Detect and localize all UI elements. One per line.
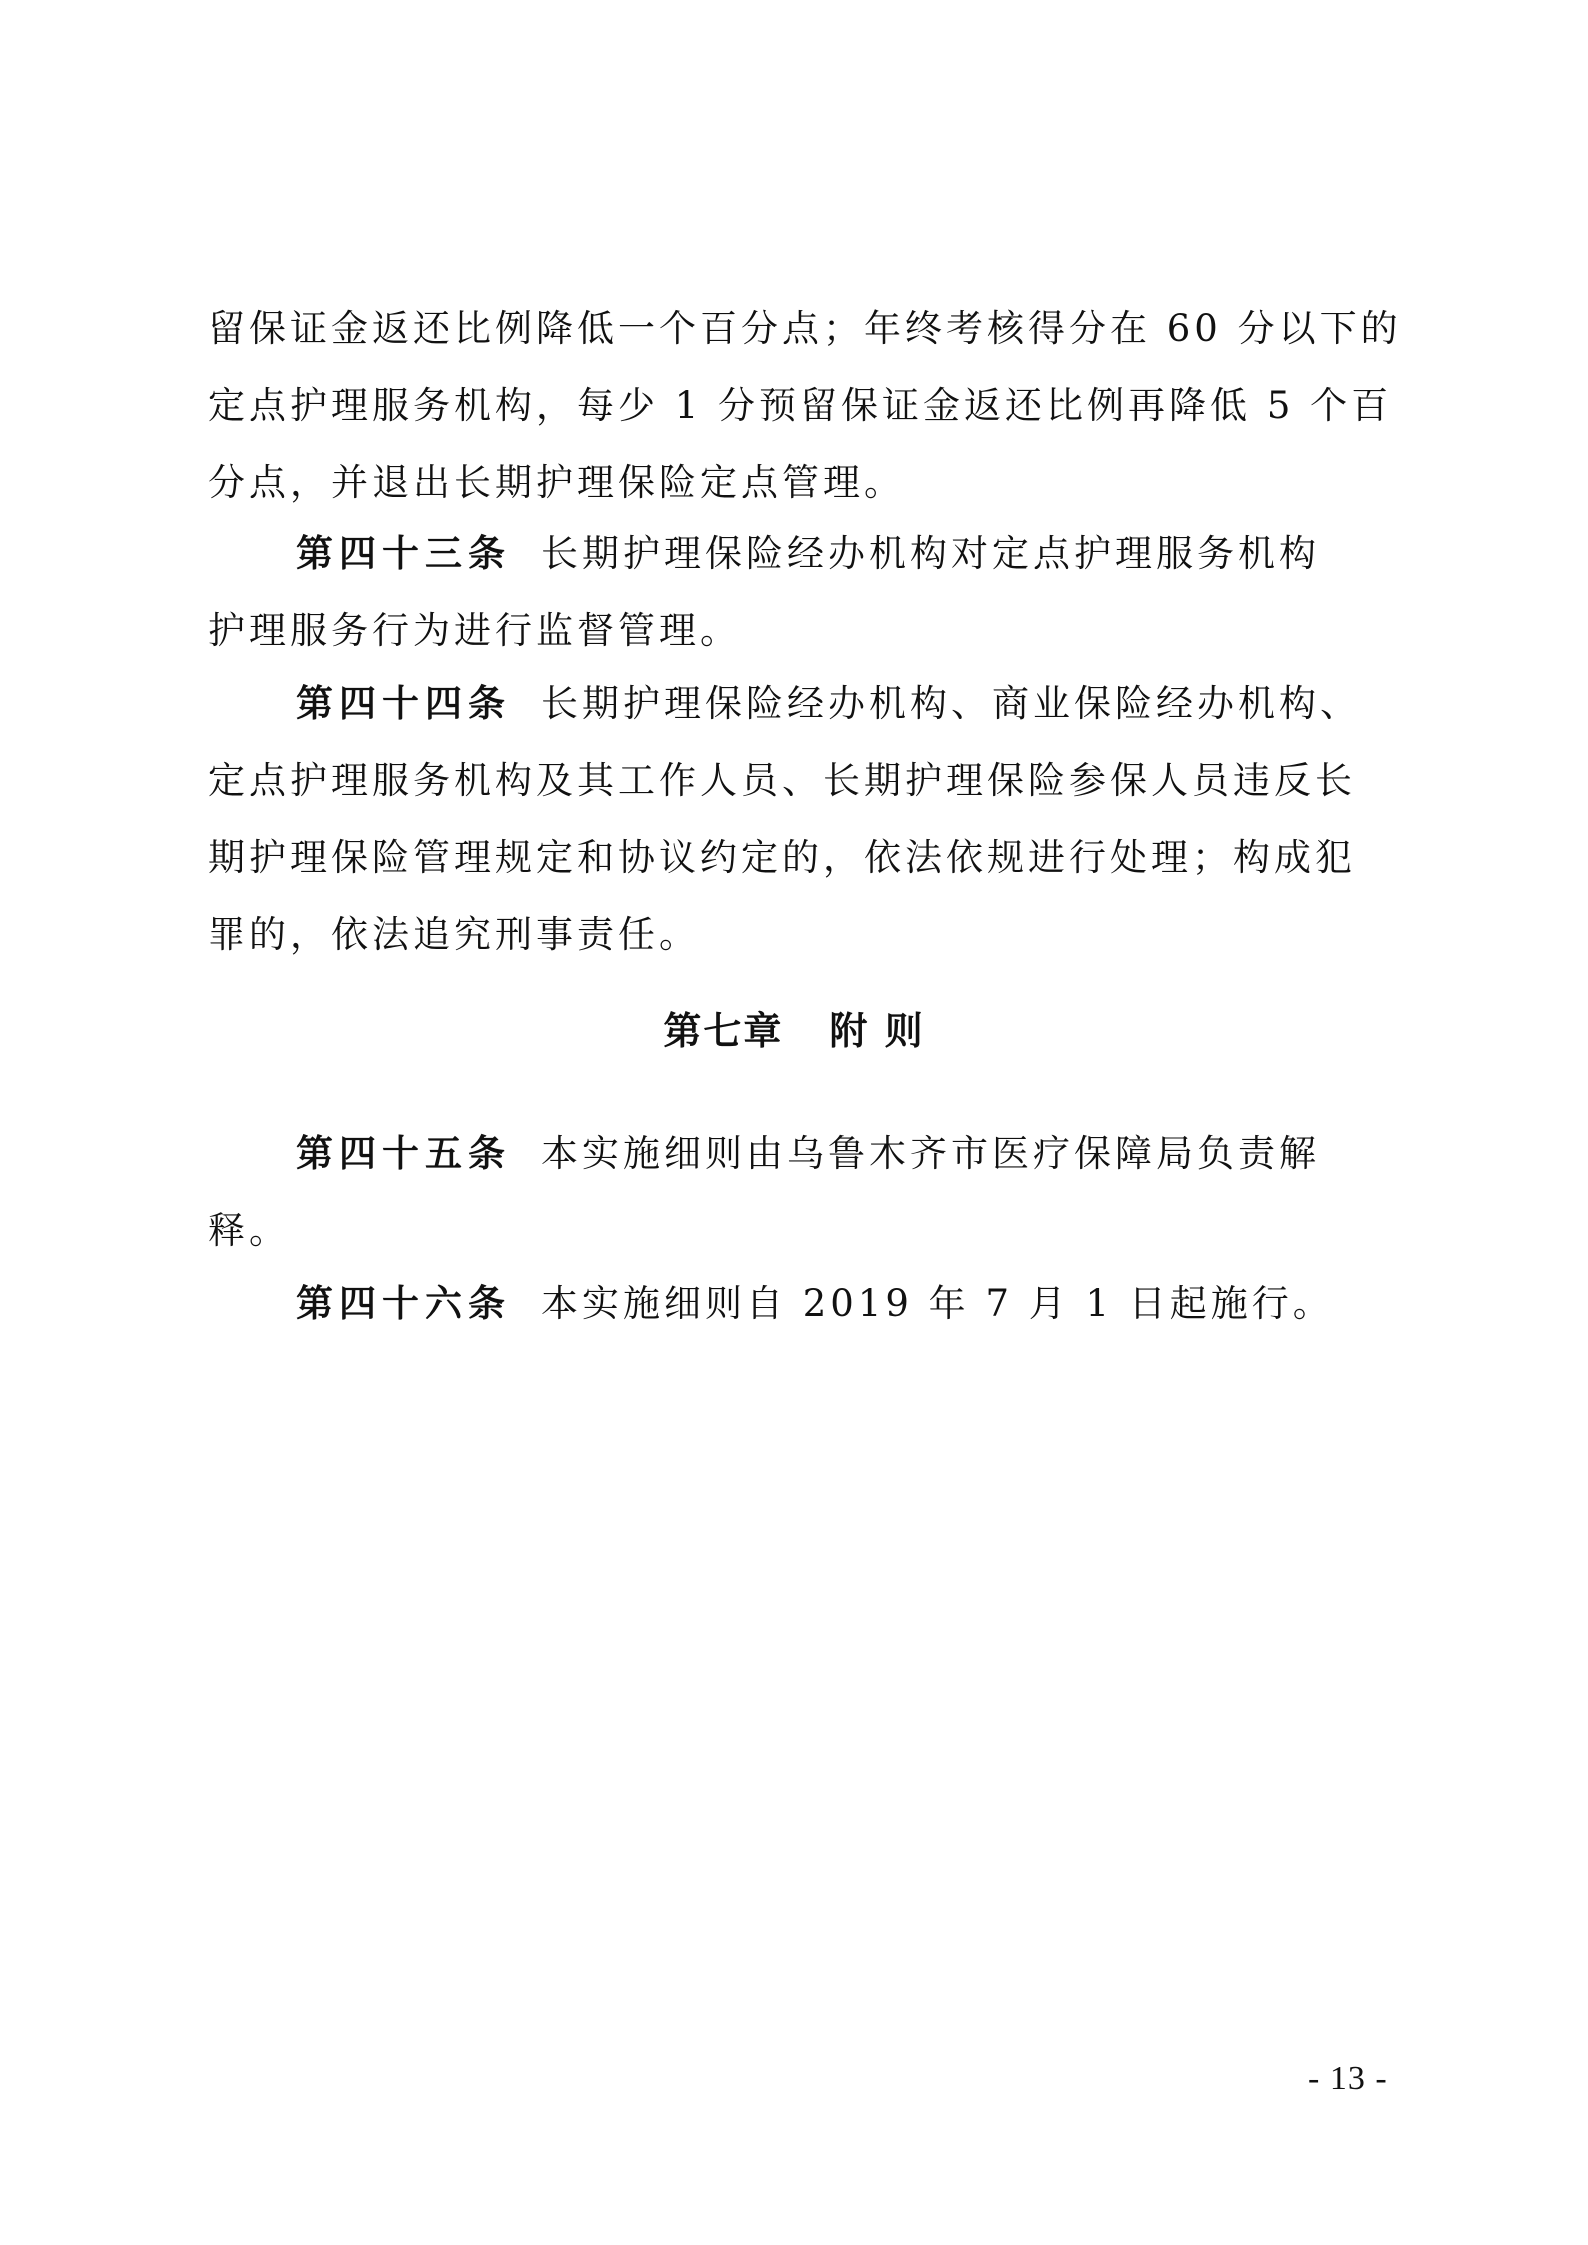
text-line: 护理服务行为进行监督管理。 (208, 609, 741, 652)
text-line: 罪的，依法追究刑事责任。 (208, 913, 700, 956)
text-line: 本实施细则自 2019 年 7 月 1 日起施行。 (541, 1282, 1334, 1325)
article-43 (208, 515, 1388, 669)
text-line: 定点护理服务机构，每少 1 分预留保证金返还比例再降低 5 个百 (208, 384, 1393, 427)
text-line: 留保证金返还比例降低一个百分点；年终考核得分在 60 分以下的 (208, 307, 1402, 350)
article-44-label: 第四十四条 (296, 682, 511, 725)
article-45-label: 第四十五条 (296, 1132, 511, 1175)
page-number: - 13 - (1308, 2060, 1388, 2097)
text-line: 定点护理服务机构及其工作人员、长期护理保险参保人员违反长 (208, 759, 1356, 802)
text-line: 长期护理保险经办机构对定点护理服务机构 (541, 532, 1320, 575)
text-line: 本实施细则由乌鲁木齐市医疗保障局负责解 (541, 1132, 1320, 1175)
text-line: 释。 (208, 1209, 290, 1252)
chapter-heading (0, 1000, 1588, 1055)
article-43-label: 第四十三条 (296, 532, 511, 575)
chapter-title: 附 则 (829, 1009, 925, 1053)
article-44-first-line (208, 665, 1388, 742)
article-44 (208, 665, 1388, 973)
text-line: 长期护理保险经办机构、商业保险经办机构、 (541, 682, 1361, 725)
article-45-first-line (208, 1115, 1388, 1192)
article-46-label: 第四十六条 (296, 1282, 511, 1325)
text-line: 期护理保险管理规定和协议约定的，依法依规进行处理；构成犯 (208, 836, 1356, 879)
article-45 (208, 1115, 1388, 1269)
chapter-number: 第七章 (663, 1009, 784, 1053)
article-46 (208, 1265, 1388, 1342)
article-43-first-line (208, 515, 1388, 592)
text-line: 分点，并退出长期护理保险定点管理。 (208, 461, 905, 504)
continuation-paragraph (208, 290, 1402, 521)
article-46-first-line (208, 1265, 1388, 1342)
